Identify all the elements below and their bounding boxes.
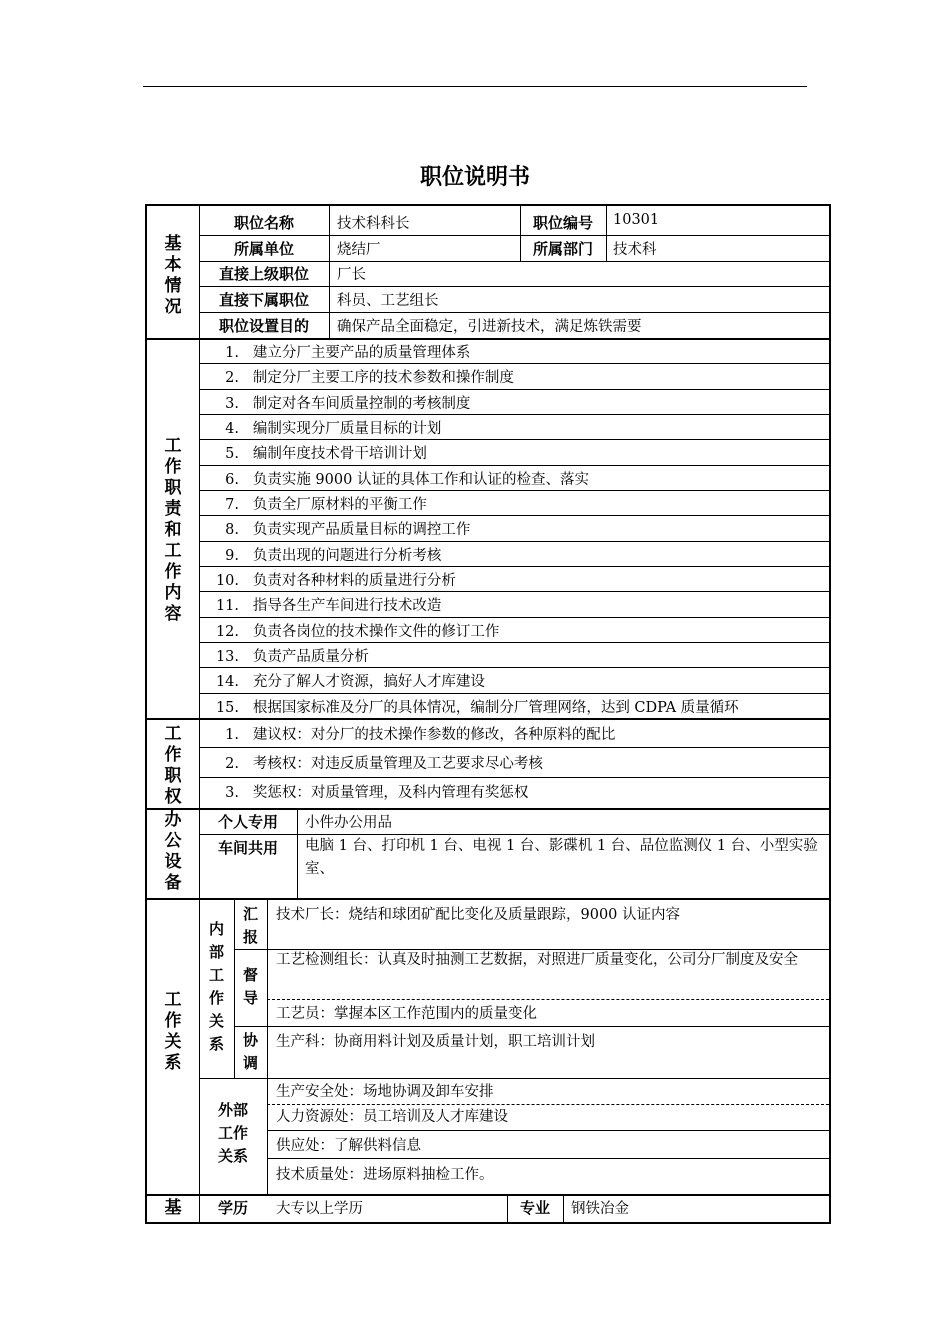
position-name-label: 职位名称 bbox=[233, 214, 294, 232]
unit-label: 所属单位 bbox=[233, 240, 294, 258]
authority-section-label: 工 作 职 权 bbox=[164, 724, 182, 807]
authority-item: 2. 考核权：对违反质量管理及工艺要求尽心考核 bbox=[225, 756, 543, 772]
external-item: 人力资源处：员工培训及人才库建设 bbox=[276, 1109, 508, 1125]
dept-label: 所属部门 bbox=[532, 240, 593, 258]
external-item: 生产安全处：场地协调及卸车安排 bbox=[276, 1084, 494, 1100]
duty-item: 4. 编制实现分厂质量目标的计划 bbox=[225, 421, 442, 437]
duty-item: 5. 编制年度技术骨干培训计划 bbox=[225, 446, 427, 462]
duty-item: 12. 负责各岗位的技术操作文件的修订工作 bbox=[215, 624, 500, 640]
authority-item: 3. 奖惩权：对质量管理，及科内管理有奖惩权 bbox=[225, 785, 529, 801]
duty-item: 6. 负责实施 9000 认证的具体工作和认证的检查、落实 bbox=[225, 472, 589, 488]
unit: 烧结厂 bbox=[337, 242, 381, 258]
purpose: 确保产品全面稳定，引进新技术，满足炼铁需要 bbox=[337, 319, 642, 335]
personal-label: 个人专用 bbox=[217, 813, 278, 831]
external-label: 外部 工作 关系 bbox=[217, 1101, 248, 1165]
document-title: 职位说明书 bbox=[419, 165, 530, 190]
superior: 厂长 bbox=[337, 267, 366, 283]
purpose-label: 职位设置目的 bbox=[218, 317, 309, 335]
header-rule bbox=[143, 86, 807, 87]
coord-label: 协 调 bbox=[242, 1031, 258, 1072]
external-item: 技术质量处：进场原料抽检工作。 bbox=[276, 1167, 494, 1183]
edu-label: 学历 bbox=[217, 1199, 248, 1217]
coord-text: 生产科：协商用料计划及质量计划，职工培训计划 bbox=[276, 1034, 595, 1050]
authority-item: 1. 建议权：对分厂的技术操作参数的修改，各种原料的配比 bbox=[225, 727, 616, 743]
subordinate: 科员、工艺组长 bbox=[337, 293, 439, 309]
shared-equipment: 电脑 1 台、打印机 1 台、电视 1 台、影碟机 1 台、品位监测仪 1 台、小型实验室、 bbox=[305, 838, 818, 877]
duty-item: 1. 建立分厂主要产品的质量管理体系 bbox=[225, 345, 471, 361]
supervise-text-1: 工艺检测组长：认真及时抽测工艺数据，对照进厂质量变化，公司分厂制度及安全 bbox=[276, 952, 798, 968]
position-code: 10301 bbox=[613, 212, 660, 228]
duty-item: 8. 负责实现产品质量目标的调控工作 bbox=[225, 522, 471, 538]
superior-label: 直接上级职位 bbox=[218, 265, 309, 283]
supervise-text-2: 工艺员：掌握本区工作范围内的质量变化 bbox=[276, 1006, 537, 1022]
external-item: 供应处：了解供料信息 bbox=[276, 1138, 421, 1154]
supervise-label: 督 导 bbox=[242, 966, 258, 1007]
duty-item: 7. 负责全厂原材料的平衡工作 bbox=[225, 497, 427, 513]
duty-item: 11. 指导各生产车间进行技术改造 bbox=[215, 598, 442, 614]
subordinate-label: 直接下属职位 bbox=[218, 291, 309, 309]
internal-label: 内 部 工 作 关 系 bbox=[208, 920, 224, 1053]
duty-item: 13. 负责产品质量分析 bbox=[215, 649, 369, 665]
job-description-table bbox=[145, 204, 831, 1224]
relations-section-label: 工 作 关 系 bbox=[164, 990, 182, 1073]
edu: 大专以上学历 bbox=[276, 1201, 363, 1217]
duty-item: 3. 制定对各车间质量控制的考核制度 bbox=[225, 396, 471, 412]
position-name: 技术科科长 bbox=[337, 216, 410, 232]
duty-item: 15. 根据国家标准及分厂的具体情况，编制分厂管理网络，达到 CDPA 质量循环 bbox=[215, 700, 739, 716]
duties-section-label: 工 作 职 责 和 工 作 内 容 bbox=[164, 436, 182, 624]
dept: 技术科 bbox=[613, 242, 657, 258]
duty-item: 10. 负责对各种材料的质量进行分析 bbox=[215, 573, 456, 589]
duty-item: 14. 充分了解人才资源，搞好人才库建设 bbox=[215, 674, 485, 690]
bottom-section-label: 基 bbox=[164, 1198, 182, 1218]
equipment-section-label: 办 公 设 备 bbox=[164, 810, 182, 893]
duty-item: 9. 负责出现的问题进行分析考核 bbox=[225, 548, 442, 564]
personal-equipment: 小件办公用品 bbox=[305, 815, 392, 831]
position-code-label: 职位编号 bbox=[532, 214, 593, 232]
duty-item: 2. 制定分厂主要工序的技术参数和操作制度 bbox=[225, 370, 514, 386]
shared-label: 车间共用 bbox=[217, 839, 278, 857]
report-text: 技术厂长：烧结和球团矿配比变化及质量跟踪，9000 认证内容 bbox=[276, 907, 681, 923]
report-label: 汇 报 bbox=[242, 905, 258, 946]
basic-section-label: 基 本 情 况 bbox=[164, 234, 182, 317]
major-label: 专业 bbox=[519, 1199, 550, 1217]
major: 钢铁冶金 bbox=[571, 1201, 629, 1217]
